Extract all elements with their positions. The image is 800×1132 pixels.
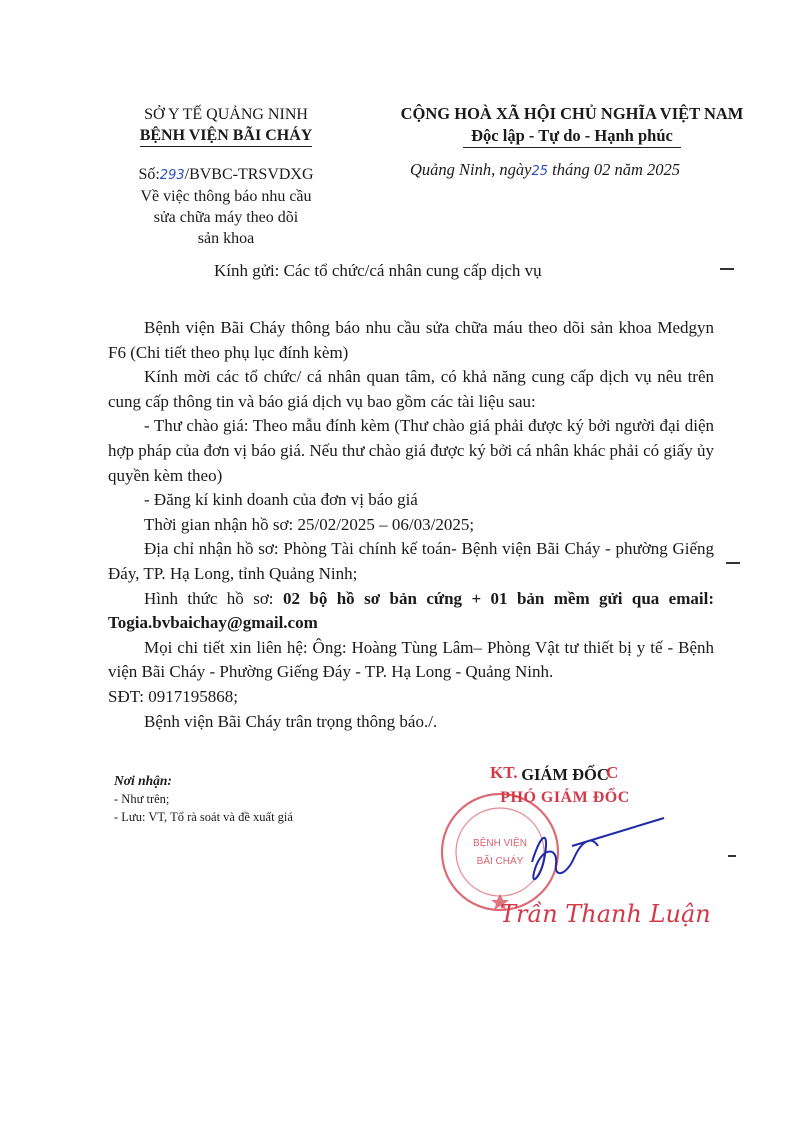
signature-title: GIÁM ĐỐC: [521, 765, 609, 784]
department-name: SỞ Y TẾ QUẢNG NINH: [144, 106, 308, 123]
document-body: [108, 316, 714, 734]
seal-text-2: BÃI CHÁY: [476, 856, 524, 867]
national-title-block: [362, 103, 782, 148]
body-paragraph-4: - Đăng kí kinh doanh của đơn vị báo giá: [144, 490, 418, 510]
document-number-block: [96, 164, 356, 249]
distribution-item-1: - Như trên;: [114, 792, 170, 806]
document-number: [96, 164, 356, 186]
signature-subtitle: PHÓ GIÁM ĐỐC: [500, 789, 630, 806]
number-suffix: /BVBC-TRSVDXG: [184, 166, 314, 183]
body-paragraph-6: Địa chỉ nhận hồ sơ: Phòng Tài chính kế toán- Bệnh viện Bãi Cháy - phường Giếng Đáy, TP. Hạ Long, tỉnh Quảng Ninh;: [108, 539, 714, 583]
number-prefix: Số:: [138, 166, 160, 183]
distribution-heading: Nơi nhận:: [114, 773, 172, 788]
body-paragraph-7: [108, 587, 714, 636]
subject-line-1: Về việc thông báo nhu cầu: [140, 188, 312, 205]
country-name: CỘNG HOÀ XÃ HỘI CHỦ NGHĨA VIỆT NAM: [400, 104, 744, 123]
body-paragraph-1: Bệnh viện Bãi Cháy thông báo nhu cầu sửa chữa máu theo dõi sản khoa Medgyn F6 (Chi tiết theo phụ lục đính kèm): [108, 318, 714, 362]
subject-line-3: sản khoa: [197, 230, 255, 247]
issuer-block: [96, 104, 356, 147]
margin-mark-2: [726, 562, 740, 564]
date-prefix: Quảng Ninh, ngày: [410, 160, 532, 179]
body-paragraph-5: Thời gian nhận hồ sơ: 25/02/2025 – 06/03/2025;: [144, 514, 475, 534]
margin-mark-1: [720, 268, 734, 270]
red-stamp-letter: C: [606, 763, 619, 782]
submission-form-detail: 02 bộ hồ sơ bản cứng + 01 bản mềm gửi qua email: Togia.bvbaichay@gmail.com: [108, 588, 715, 633]
motto: Độc lập - Tự do - Hạnh phúc: [463, 125, 681, 148]
distribution-list: [114, 772, 324, 826]
body-paragraph-8: Mọi chi tiết xin liên hệ: Ông: Hoàng Tùng Lâm– Phòng Vật tư thiết bị y tế - Bệnh viện Bãi Cháy - Phường Giếng Đáy - TP. Hạ Long - Quảng Ninh.: [108, 637, 714, 682]
body-paragraph-10: Bệnh viện Bãi Cháy trân trọng thông báo./.: [144, 711, 438, 731]
recipient-line: Kính gửi: Các tổ chức/cá nhân cung cấp dịch vụ: [214, 261, 542, 280]
submission-form-label: Hình thức hồ sơ:: [144, 588, 283, 608]
distribution-item-2: - Lưu: VT, Tổ rà soát và đề xuất giá: [114, 810, 293, 824]
seal-text-1: BỆNH VIỆN: [473, 838, 527, 849]
handwritten-day: 25: [531, 164, 549, 179]
signer-name: Trần Thanh Luận: [500, 900, 711, 928]
kt-prefix: KT.: [490, 763, 518, 782]
hospital-name: BỆNH VIỆN BÃI CHÁY: [140, 125, 313, 147]
document-date: [410, 160, 680, 180]
handwritten-number: 293: [159, 168, 185, 183]
body-paragraph-3: - Thư chào giá: Theo mẫu đính kèm (Thư chào giá phải được ký bởi người đại diện hợp pháp của đơn vị báo giá. Nếu thư chào giá được ký bởi cá nhân khác phải có giấy ủy quyền kèm theo): [108, 416, 714, 485]
body-paragraph-2: Kính mời các tổ chức/ cá nhân quan tâm, có khả năng cung cấp dịch vụ nêu trên cung cấp thông tin và báo giá dịch vụ bao gồm các tài liệu sau:: [108, 367, 714, 411]
date-suffix: tháng 02 năm 2025: [548, 160, 681, 179]
body-paragraph-9: SĐT: 0917195868;: [108, 686, 238, 706]
margin-mark-3: [728, 855, 736, 857]
subject-line-2: sửa chữa máy theo dõi: [153, 209, 299, 226]
